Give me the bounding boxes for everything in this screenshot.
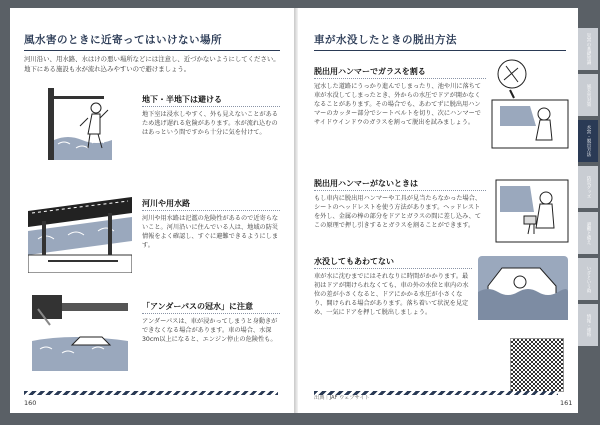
section-heading-hammer: 脱出用ハンマーでガラスを割る — [314, 67, 426, 76]
right-page — [298, 8, 578, 413]
heading-underline — [142, 210, 280, 211]
heading-underline — [142, 313, 280, 314]
section-heading-no-hammer: 脱出用ハンマーがないときは — [314, 179, 418, 188]
source-credit: 出典｜JAF ウェブサイト — [314, 395, 370, 401]
heading-underline — [142, 106, 280, 107]
right-page-title: 車が水没したときの脱出方法 — [314, 34, 457, 46]
page-number-left: 160 — [24, 399, 37, 407]
footer-stripe — [24, 391, 278, 395]
side-tab[interactable]: 風水害対策 — [578, 74, 598, 116]
left-page-title: 風水害のときに近寄ってはいけない場所 — [24, 34, 222, 46]
river-illustration — [28, 191, 132, 273]
left-intro: 河川沿い、用水路、水はけの悪い場所などには注意し、近づかないようにしてください。地下にある施設も水が流れ込みやすいので避けましょう。 — [24, 55, 280, 73]
heading-underline — [314, 190, 486, 191]
section-heading-underpass: 「アンダーパスの冠水」に注意 — [142, 302, 253, 311]
qr-code[interactable] — [510, 338, 564, 392]
section-body-river: 河川や用水路は氾濫の危険性があるので近寄らないこと。河川沿いに住んでいる人は、地域の防災情報をよく確認し、すぐに避難できるようにします。 — [142, 215, 279, 249]
section-body-stay-calm: 車が水に沈むまでにはそれなりに時間がかかります。最初はドアが開けられなくても、車の外の水位と車内の水位の差が小さくなると、ドアにかかる水圧が小さくなり、開けられる場合があります。落ち着いて状況を見定め、一気にドアを押して脱出しましょう。 — [314, 273, 469, 316]
submerged-car-illustration — [478, 256, 568, 320]
side-tab-active[interactable]: 水害・脱出方法 — [578, 120, 598, 162]
title-rule — [314, 50, 566, 51]
section-body-underpass: アンダーパスは、車が浸かってしまうと身動きができなくなる場合があります。車の場合、水深30cm以上になると、エンジン停止の危険性も。 — [142, 318, 278, 343]
headrest-escape-illustration — [494, 176, 570, 246]
heading-underline — [314, 78, 486, 79]
heading-underline — [314, 268, 472, 269]
side-index-tabs — [578, 28, 600, 350]
left-page — [10, 8, 294, 413]
section-body-hammer: 冠水した道路にうっかり進んでしまったり、池や川に落ちて車が水没してしまったとき、外からの水圧でドアが開かなくなることがあります。その場合でも、あわてずに脱出用ハンマーのカッター部分でシートベルトを切り、次にハンマーでサイドウインドウのガラスを割って脱出を試みましょう。 — [314, 83, 481, 126]
section-heading-basement: 地下・半地下は避ける — [142, 95, 222, 104]
footer-stripe — [314, 391, 558, 395]
side-tab[interactable]: 情報・連絡 — [578, 304, 598, 346]
hammer-escape-illustration — [490, 56, 570, 152]
underpass-illustration — [32, 295, 128, 371]
section-body-basement: 地下室は浸水しやすく、外も見えないことがあるため逃げ遅れる危険があります。水が流れ込むのはあっという間ですから十分に気を付けて。 — [142, 111, 278, 136]
side-tab[interactable]: いざという時 — [578, 258, 598, 300]
section-heading-stay-calm: 水没してもあわてない — [314, 257, 394, 266]
section-heading-river: 河川や用水路 — [142, 199, 190, 208]
section-body-no-hammer: もし車内に脱出用ハンマーや工具が見当たらなかった場合、シートのヘッドレストを使う方法があります。ヘッドレストを外し、金属の棒の部分をドアとガラスの間に差し込み、てこの原理で押し引きするとガラスを割ることができます。 — [314, 195, 482, 229]
basement-flood-illustration — [48, 88, 126, 160]
page-number-right: 161 — [560, 399, 573, 407]
side-tab[interactable]: 防災グッズ — [578, 166, 598, 208]
side-tab[interactable]: 避難と備え — [578, 212, 598, 254]
side-tab[interactable]: 災害の基礎知識 — [578, 28, 598, 70]
title-rule — [24, 50, 280, 51]
